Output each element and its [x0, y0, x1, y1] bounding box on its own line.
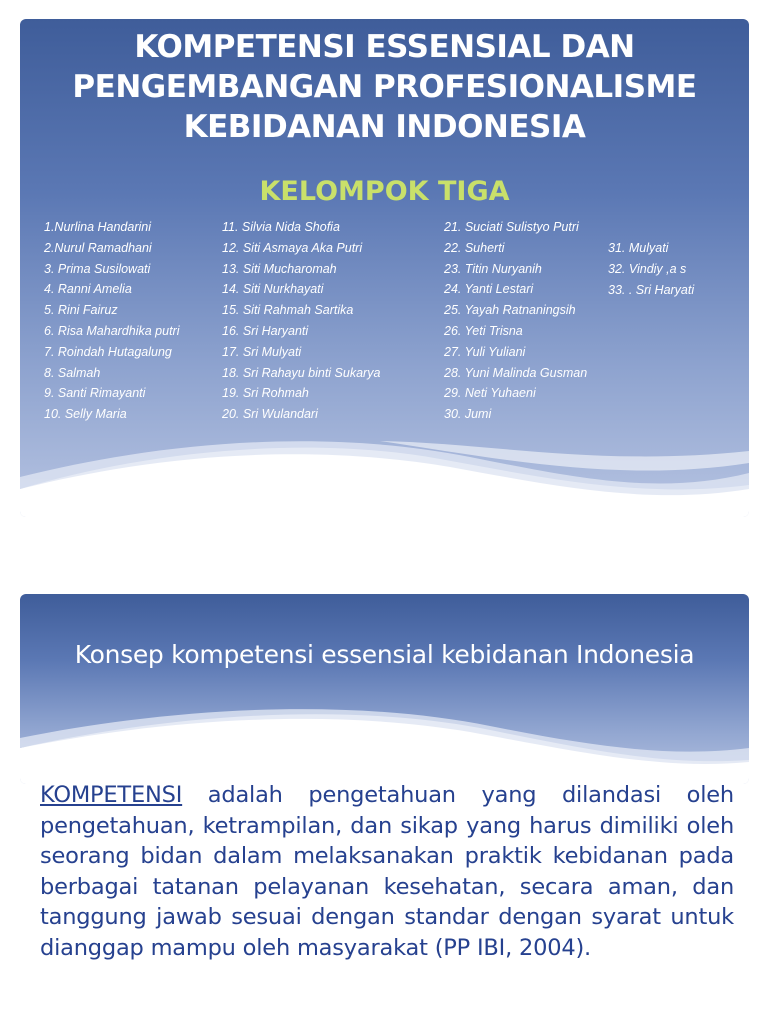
slide-2: [20, 594, 749, 784]
member-name: 22. Suherti: [444, 240, 505, 255]
title-line: KEBIDANAN INDONESIA: [183, 109, 586, 145]
member-name: 31. Mulyati: [608, 241, 669, 255]
member-name: 9. Santi Rimayanti: [44, 386, 146, 401]
member-name: 10. Selly Maria: [44, 407, 127, 422]
member-name: 26. Yeti Trisna: [444, 323, 523, 338]
member-name: 18. Sri Rahayu binti Sukarya: [222, 365, 381, 380]
member-name: 29. Neti Yuhaeni: [444, 386, 536, 401]
member-name: 1.Nurlina Handarini: [44, 220, 152, 234]
member-name: 20. Sri Wulandari: [222, 407, 318, 422]
definition-keyword: KOMPETENSI: [40, 782, 183, 808]
member-name: 28. Yuni Malinda Gusman: [444, 365, 588, 380]
wave-decoration: [20, 704, 749, 784]
member-name: 24. Yanti Lestari: [444, 282, 534, 297]
member-name: 30. Jumi: [444, 407, 492, 422]
member-name: 19. Sri Rohmah: [222, 386, 309, 401]
member-name: 17. Sri Mulyati: [222, 344, 302, 359]
slide-2-title: Konsep kompetensi essensial kebidanan Indonesia: [74, 640, 695, 669]
member-name: 5. Rini Fairuz: [44, 303, 118, 318]
slide-1: [20, 19, 749, 517]
member-name: 16. Sri Haryanti: [222, 323, 309, 338]
member-name: 32. Vindiy ,a s: [608, 261, 687, 276]
member-name: 14. Siti Nurkhayati: [222, 282, 324, 297]
title-line: PENGEMBANGAN PROFESIONALISME: [72, 69, 697, 105]
member-name: 23. Titin Nuryanih: [444, 261, 542, 276]
member-name: 27. Yuli Yuliani: [444, 344, 526, 359]
member-column-3: [444, 217, 587, 425]
member-name: 4. Ranni Amelia: [44, 282, 132, 297]
member-name: 25. Yayah Ratnaningsih: [444, 303, 576, 318]
member-column-2: [222, 217, 380, 425]
member-column-1: [44, 217, 179, 425]
slide-1-title: [20, 27, 749, 147]
member-name: 15. Siti Rahmah Sartika: [222, 303, 354, 318]
member-name: 33. . Sri Haryati: [608, 282, 695, 297]
member-name: 12. Siti Asmaya Aka Putri: [222, 240, 363, 255]
definition-text: adalah pengetahuan yang dilandasi oleh pengetahuan, ketrampilan, dan sikap yang harus dimiliki oleh seorang bidan dalam melaksanakan praktik kebidanan pada berbagai tatanan pelayanan kesehatan, secara aman, dan tanggung jawab sesuai dengan standar dengan syarat untuk dianggap mampu oleh masyarakat (PP IBI, 2004).: [40, 782, 734, 961]
member-name: 3. Prima Susilowati: [44, 261, 151, 276]
member-column-4: [608, 238, 694, 300]
member-name: 2.Nurul Ramadhani: [44, 240, 152, 255]
title-line: KOMPETENSI ESSENSIAL DAN: [134, 29, 635, 65]
member-name: 11. Silvia Nida Shofia: [222, 220, 340, 234]
member-name: 21. Suciati Sulistyo Putri: [444, 220, 579, 234]
member-name: 6. Risa Mahardhika putri: [44, 323, 180, 338]
group-title: KELOMPOK TIGA: [259, 176, 510, 207]
member-name: 13. Siti Mucharomah: [222, 261, 337, 276]
wave-decoration: [20, 437, 749, 517]
member-name: 7. Roindah Hutagalung: [44, 344, 172, 359]
member-name: 8. Salmah: [44, 365, 101, 380]
definition-paragraph: [40, 780, 734, 963]
